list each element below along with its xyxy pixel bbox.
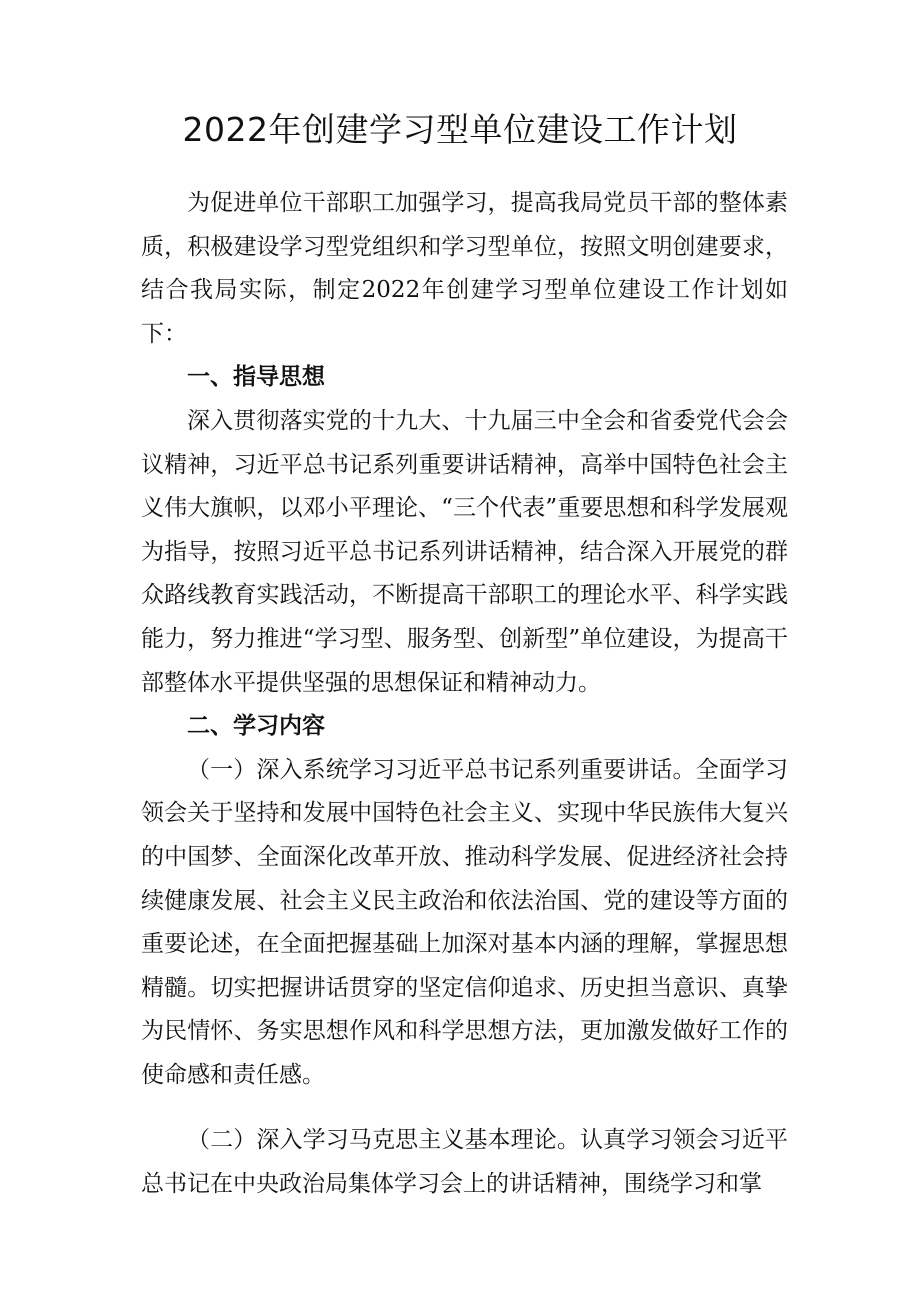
section-heading-guiding-ideology: 一、指导思想	[187, 364, 325, 391]
paragraph-gap	[141, 1097, 788, 1119]
document-body	[141, 182, 788, 1207]
intro-paragraph: 为促进单位干部职工加强学习，提高我局党员干部的整体素质，积极建设学习型党组织和学习型单位，按照文明创建要求，结合我局实际，制定2022年创建学习型单位建设工作计划如下：	[141, 190, 788, 347]
study-content-item-1: （一）深入系统学习习近平总书记系列重要讲话。全面学习领会关于坚持和发展中国特色社会主义、实现中华民族伟大复兴的中国梦、全面深化改革开放、推动科学发展、促进经济社会持续健康发展、社会主义民主政治和依法治国、党的建设等方面的重要论述，在全面把握基础上加深对基本内涵的理解，掌握思想精髓。切实把握讲话贯穿的坚定信仰追求、历史担当意识、真挚为民情怀、务实思想作风和科学思想方法，更加激发做好工作的使命感和责任感。	[141, 756, 788, 1088]
guiding-ideology-paragraph: 深入贯彻落实党的十九大、十九届三中全会和省委党代会会议精神，习近平总书记系列重要讲话精神，高举中国特色社会主义伟大旗帜，以邓小平理论、“三个代表”重要思想和科学发展观为指导，按照习近平总书记系列讲话精神，结合深入开展党的群众路线教育实践活动，不断提高干部职工的理论水平、科学实践能力，努力推进“学习型、服务型、创新型”单位建设，为提高干部整体水平提供坚强的思想保证和精神动力。	[141, 407, 788, 696]
section-heading-study-content: 二、学习内容	[187, 713, 325, 740]
study-content-item-2: （二）深入学习马克思主义基本理论。认真学习领会习近平总书记在中央政治局集体学习会上的讲话精神，围绕学习和掌	[141, 1127, 788, 1198]
document-title: 2022年创建学习型单位建设工作计划	[182, 110, 738, 149]
